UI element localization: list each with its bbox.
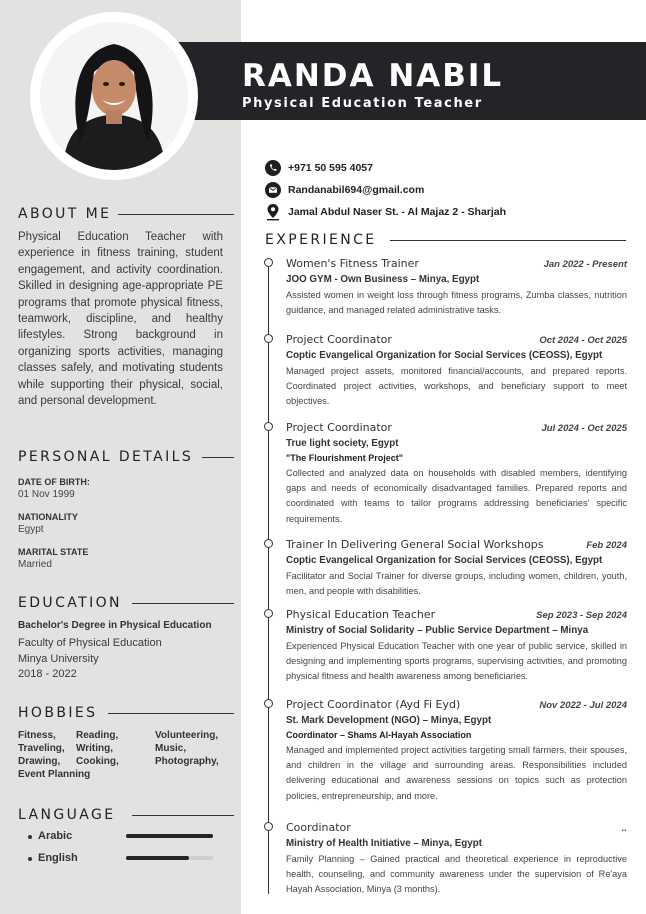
dob-label: DATE OF BIRTH: <box>18 477 90 487</box>
project-name: "The Flourishment Project" <box>286 453 404 463</box>
job-date: Oct 2024 - Oct 2025 <box>539 335 627 346</box>
candidate-title: Physical Education Teacher <box>242 96 483 111</box>
job-organization: True light society, Egypt <box>286 438 399 449</box>
phone-number: +971 50 595 4057 <box>288 162 373 174</box>
job-description: Facilitator and Social Trainer for diverse groups, including women, children, youth, men, and people with disabilities. <box>286 571 627 597</box>
job-description: Assisted women in weight loss through fitness programs, Zumba classes, nutrition guidance, and managed related administrative tasks. <box>286 290 627 316</box>
hobby-item: Cooking, <box>76 756 119 767</box>
about-text: Physical Education Teacher with experience in fitness training, student engagement, and activity coordination. Skilled in designing age-appropriate PE programs that promote physical fitness, teamwork, discipline, and healthy lifestyles. Strong background in organizing sports activities, managing classes safely, and motivating students while supporting their physical, social, and personal development. <box>18 231 223 408</box>
street-address: Jamal Abdul Naser St. - Al Majaz 2 - Sharjah <box>288 206 507 218</box>
experience-timeline <box>268 262 269 894</box>
job-date: Sep 2023 - Sep 2024 <box>536 610 627 621</box>
job-organization: JOO GYM - Own Business – Minya, Egypt <box>286 274 480 285</box>
job-date: Jul 2024 - Oct 2025 <box>541 423 627 434</box>
marital-value: Married <box>18 559 52 570</box>
job-title: Coordinator <box>286 821 351 834</box>
timeline-node-icon <box>264 822 273 831</box>
job-title: Women's Fitness Trainer <box>286 257 419 270</box>
job-date: Nov 2022 - Jul 2024 <box>539 700 627 711</box>
hobby-item: Photography, <box>155 756 219 767</box>
education-years: 2018 - 2022 <box>18 668 77 680</box>
language-name-english: English <box>38 852 78 864</box>
timeline-node-icon <box>264 699 273 708</box>
hobby-item: Traveling, <box>18 743 65 754</box>
job-description: Family Planning – Gained practical and theoretical experience in reproductive health, counseling, and community awareness under the supervision of Re'aya Hayah Association, Minya (3 months). <box>286 854 627 895</box>
hobbies-divider <box>108 713 234 714</box>
location-pin-icon <box>264 203 282 221</box>
hobby-item: Reading, <box>76 730 119 741</box>
timeline-node-icon <box>264 539 273 548</box>
phone-icon <box>264 159 282 177</box>
hobby-item: Music, <box>155 743 187 754</box>
job-date: Jan 2022 - Present <box>543 259 627 270</box>
contact-email[interactable] <box>264 181 634 199</box>
hobby-item: Writing, <box>76 743 114 754</box>
experience-item <box>286 608 627 685</box>
personal-details-heading: PERSONAL DETAILS <box>18 449 194 465</box>
education-heading: EDUCATION <box>18 595 122 611</box>
timeline-node-icon <box>264 422 273 431</box>
timeline-node-icon <box>264 334 273 343</box>
education-divider <box>132 603 234 604</box>
language-level-bar-english <box>126 856 213 860</box>
marital-label: MARITAL STATE <box>18 547 89 557</box>
experience-item <box>286 538 627 599</box>
job-organization: Ministry of Social Solidarity – Public Service Department – Minya <box>286 625 589 636</box>
language-level-fill <box>126 834 213 838</box>
job-date: .. <box>621 823 627 834</box>
experience-item <box>286 821 627 898</box>
email-address: Randanabil694@gmail.com <box>288 184 425 196</box>
profile-photo <box>40 22 188 170</box>
hobbies-heading: HOBBIES <box>18 705 98 721</box>
job-title: Project Coordinator <box>286 421 392 434</box>
education-faculty: Faculty of Physical Education <box>18 637 162 649</box>
bullet-icon <box>28 835 32 839</box>
envelope-icon <box>264 181 282 199</box>
timeline-node-icon <box>264 609 273 618</box>
job-organization: Coptic Evangelical Organization for Social Services (CEOSS), Egypt <box>286 555 603 566</box>
job-title: Project Coordinator <box>286 333 392 346</box>
education-degree: Bachelor's Degree in Physical Education <box>18 620 212 631</box>
job-date: Feb 2024 <box>586 540 627 551</box>
experience-item <box>286 333 627 410</box>
experience-item <box>286 257 627 318</box>
job-description: Managed project assets, monitored financial/accounts, and prepared reports. Coordinated project activities, workshops, and beneficiary support to meet objectives. <box>286 366 627 407</box>
job-title: Physical Education Teacher <box>286 608 436 621</box>
job-description: Managed and implemented project activities targeting small farmers, their spouses, and children in the village and surrounding areas. Responsibilities included delivering educational and awareness sessions on topics such as protection policies, entrepreneurship, and more. <box>286 745 627 801</box>
language-heading: LANGUAGE <box>18 807 116 823</box>
education-university: Minya University <box>18 653 99 665</box>
job-organization: St. Mark Development (NGO) – Minya, Egypt <box>286 715 492 726</box>
language-level-bar-arabic <box>126 834 213 838</box>
hobby-item: Fitness, <box>18 730 56 741</box>
language-name-arabic: Arabic <box>38 830 73 842</box>
experience-item <box>286 421 627 527</box>
job-organization: Coptic Evangelical Organization for Social Services (CEOSS), Egypt <box>286 350 603 361</box>
nationality-value: Egypt <box>18 524 44 535</box>
about-heading: ABOUT ME <box>18 206 112 222</box>
job-title: Project Coordinator (Ayd Fi Eyd) <box>286 698 461 711</box>
job-description: Experienced Physical Education Teacher with one year of public service, skilled in designing and implementing sports programs, supervising activities, and promoting physical fitness and health awareness among beneficiaries. <box>286 641 627 682</box>
dob-value: 01 Nov 1999 <box>18 489 75 500</box>
job-description: Collected and analyzed data on households with disabled members, identifying gaps and needs of economically disadvantaged families. Prepared reports and coordinated with teams to tailor programs addressing beneficiaries' specific requirements. <box>286 468 627 524</box>
hobby-item: Volunteering, <box>155 730 219 741</box>
personal-details-divider <box>202 457 234 458</box>
hobby-item: Drawing, <box>18 756 61 767</box>
job-organization: Ministry of Health Initiative – Minya, Egypt <box>286 838 482 849</box>
experience-divider <box>390 240 626 241</box>
job-role-note: Coordinator – Shams Al-Hayah Association <box>286 730 472 740</box>
about-divider <box>118 214 234 215</box>
job-title: Trainer In Delivering General Social Workshops <box>286 538 544 551</box>
experience-heading: EXPERIENCE <box>265 232 377 248</box>
language-divider <box>132 815 234 816</box>
candidate-name: RANDA NABIL <box>242 58 504 94</box>
bullet-icon <box>28 857 32 861</box>
nationality-label: NATIONALITY <box>18 512 78 522</box>
experience-item <box>286 698 627 804</box>
language-level-fill <box>126 856 189 860</box>
timeline-node-icon <box>264 258 273 267</box>
hobby-item: Event Planning <box>18 769 91 780</box>
contact-phone[interactable] <box>264 159 634 177</box>
contact-address <box>264 203 634 221</box>
